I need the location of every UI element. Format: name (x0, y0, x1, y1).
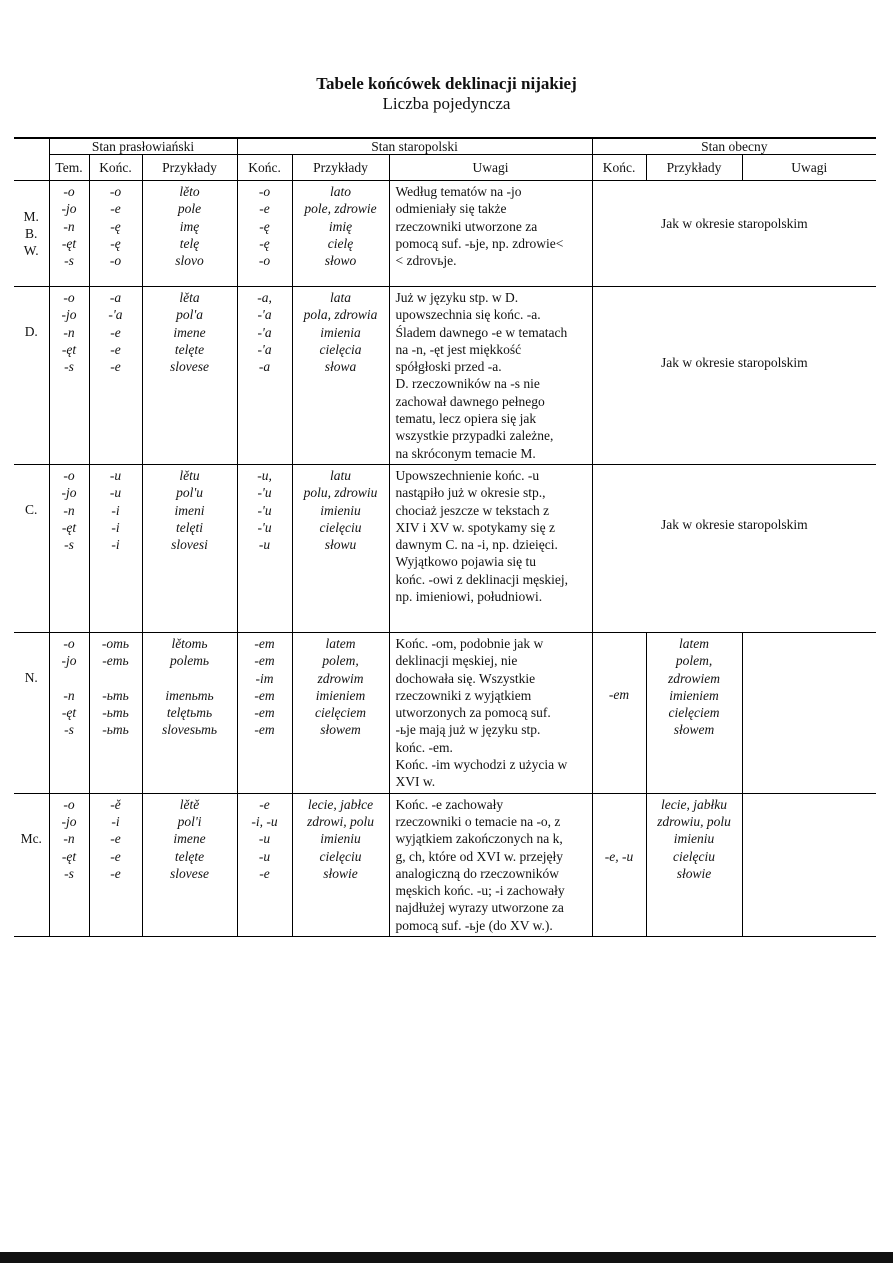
cell-konc-pras: -u -u -i -i -i (89, 464, 142, 632)
case-label: N. (14, 632, 49, 793)
cell-przyk-stp: lato pole, zdrowie imię cielę słowo (292, 181, 389, 287)
cell-przyk-pras: lěto pole imę telę slovo (142, 181, 237, 287)
cell-uwagi-stp: Końc. -e zachowały rzeczowniki o temacie na -o, z wyjątkiem zakończonych na k, g, ch, które od XVI w. przejęły analogiczną do rzeczowników męskich końc. -u; -i zachowały najdłużej wyrazy utworzone za pomocą suf. -ьje (do XV w.). (389, 793, 592, 936)
col-tem: Tem. (49, 155, 89, 181)
cell-przyk-pras: lětu pol'u imeni telęti slovesi (142, 464, 237, 632)
col-uwagi-obe: Uwagi (742, 155, 876, 181)
empty-corner (14, 138, 49, 155)
cell-tem: -o -jo -n -ęt -s (49, 287, 89, 465)
cell-tem: -o -jo -n -ęt -s (49, 793, 89, 936)
col-przyk-obe: Przykłady (646, 155, 742, 181)
cell-konc-stp: -e -i, -u -u -u -e (237, 793, 292, 936)
group-obe: Stan obecny (592, 138, 876, 155)
col-konc-pras: Końc. (89, 155, 142, 181)
scan-edge-bar (0, 1252, 893, 1263)
cell-przyk-pras: lětě pol'i imene telęte slovese (142, 793, 237, 936)
cell-tem: -o -jo -n -ęt -s (49, 181, 89, 287)
column-header-row (14, 155, 876, 181)
cell-uwagi-stp: Końc. -om, podobnie jak w deklinacji męskiej, nie dochowała się. Wszystkie rzeczowniki z wyjątkiem utworzonych za pomocą suf. -ьje mają już w języku stp. końc. -em. Końc. -im wychodzi z użycia w XVI w. (389, 632, 592, 793)
cell-przyk-stp: lata pola, zdrowia imienia cielęcia słowa (292, 287, 389, 465)
row-n (14, 632, 876, 793)
col-przyk-pras: Przykłady (142, 155, 237, 181)
cell-uwagi-obe (742, 632, 876, 793)
row-mc (14, 793, 876, 936)
group-pras: Stan prasłowiański (49, 138, 237, 155)
cell-konc-pras: -o -e -ę -ę -o (89, 181, 142, 287)
cell-konc-stp: -u, -'u -'u -'u -u (237, 464, 292, 632)
page-subtitle: Liczba pojedyncza (382, 94, 511, 113)
cell-uwagi-stp: Upowszechnienie końc. -u nastąpiło już w okresie stp., chociaż jeszcze w tekstach z XIV i XV w. spotykamy się z dawnym C. na -i, np. dzieięci. Wyjątkowo pojawia się tu końc. -owi z deklinacji męskiej, np. imieniowi, południowi. (389, 464, 592, 632)
row-c (14, 464, 876, 632)
case-label: Mc. (14, 793, 49, 936)
cell-uwagi-obe (742, 793, 876, 936)
declension-table (14, 137, 876, 937)
row-d (14, 287, 876, 465)
cell-przyk-obe: lecie, jabłku zdrowiu, polu imieniu cielęciu słowie (646, 793, 742, 936)
cell-konc-stp: -o -e -ę -ę -o (237, 181, 292, 287)
cell-konc-pras: -omь -emь -ьmь -ьmь -ьmь (89, 632, 142, 793)
col-przyk-stp: Przykłady (292, 155, 389, 181)
page-title: Tabele końcówek deklinacji nijakiej (316, 74, 577, 93)
cell-obecny: Jak w okresie staropolskim (592, 181, 876, 287)
page-heading (0, 74, 893, 114)
cell-uwagi-stp: Według tematów na -jo odmieniały się także rzeczowniki utworzone za pomocą suf. -ьje, np. zdrowie< < zdrovьje. (389, 181, 592, 287)
cell-przyk-stp: lecie, jabłce zdrowi, polu imieniu cielęciu słowie (292, 793, 389, 936)
cell-przyk-pras: lětomь polemь imenьmь telętьmь slovesьmь (142, 632, 237, 793)
cell-konc-obe: -e, -u (592, 793, 646, 936)
cell-przyk-stp: latem polem, zdrowim imieniem cielęciem słowem (292, 632, 389, 793)
cell-przyk-stp: latu polu, zdrowiu imieniu cielęciu słowu (292, 464, 389, 632)
row-mbw (14, 181, 876, 287)
cell-konc-pras: -a -'a -e -e -e (89, 287, 142, 465)
cell-przyk-obe: latem polem, zdrowiem imieniem cielęciem słowem (646, 632, 742, 793)
cell-uwagi-stp: Już w języku stp. w D. upowszechnia się końc. -a. Śladem dawnego -e w tematach na -n, -ęt jest miękkość spółgłoski przed -a. D. rzeczowników na -s nie zachował dawnego pełnego tematu, lecz opiera się jak wszystkie przypadki zależne, na skróconym temacie M. (389, 287, 592, 465)
col-konc-obe: Końc. (592, 155, 646, 181)
col-uwagi-stp: Uwagi (389, 155, 592, 181)
cell-konc-stp: -em -em -im -em -em -em (237, 632, 292, 793)
group-header-row (14, 138, 876, 155)
group-stp: Stan staropolski (237, 138, 592, 155)
cell-konc-pras: -ě -i -e -e -e (89, 793, 142, 936)
cell-tem: -o -jo -n -ęt -s (49, 464, 89, 632)
cell-tem: -o -jo -n -ęt -s (49, 632, 89, 793)
col-konc-stp: Końc. (237, 155, 292, 181)
case-label: D. (14, 287, 49, 465)
case-label: C. (14, 464, 49, 632)
cell-obecny: Jak w okresie staropolskim (592, 464, 876, 632)
cell-przyk-pras: lěta pol'a imene telęte slovese (142, 287, 237, 465)
case-label: M. B. W. (14, 181, 49, 287)
cell-konc-stp: -a, -'a -'a -'a -a (237, 287, 292, 465)
empty-corner-lower (14, 155, 49, 181)
cell-obecny: Jak w okresie staropolskim (592, 287, 876, 465)
cell-konc-obe: -em (592, 632, 646, 793)
